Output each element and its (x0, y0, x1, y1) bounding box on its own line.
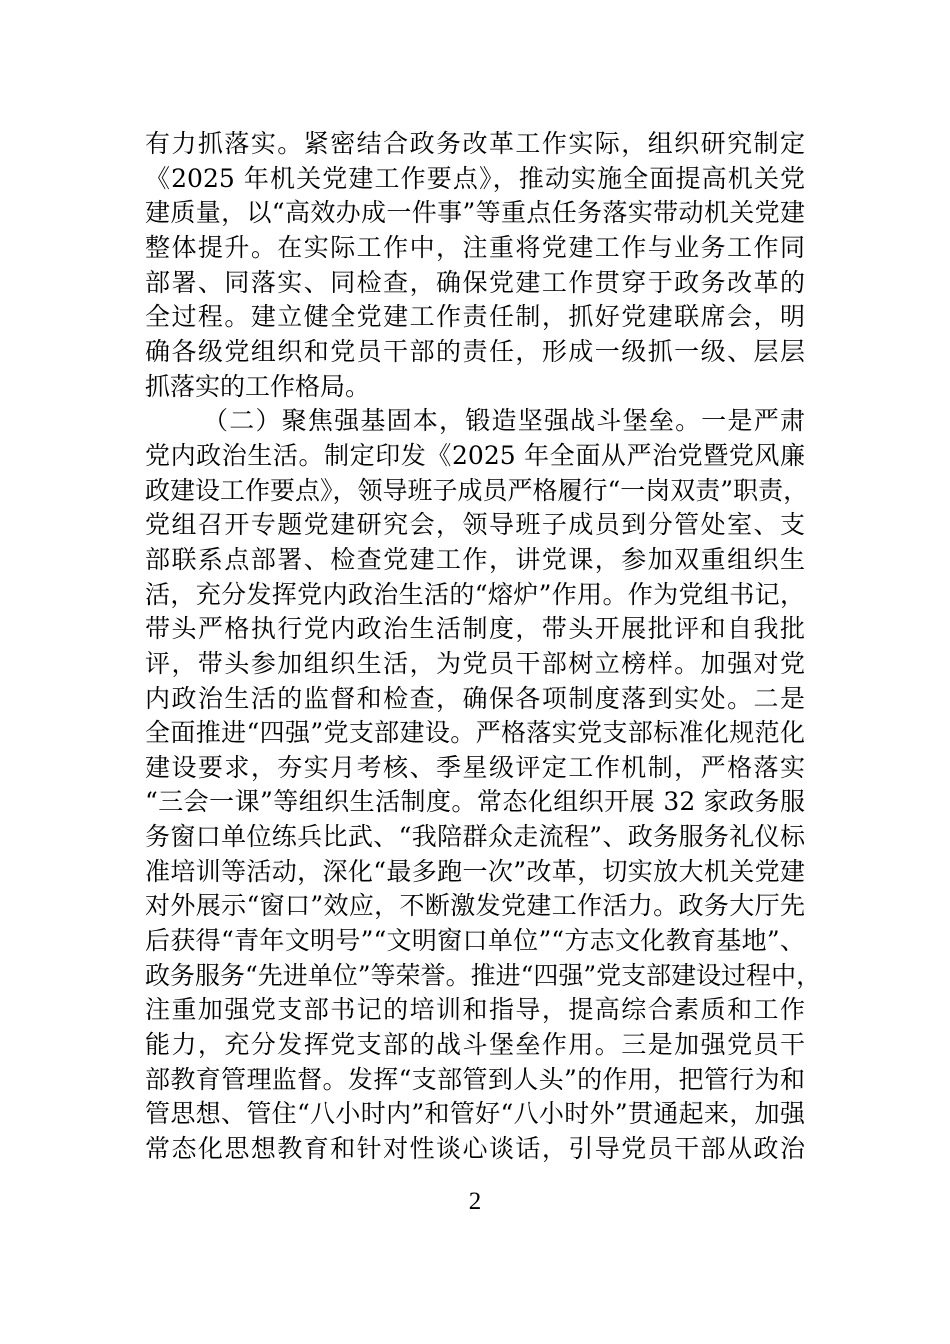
text-line: 建设要求，夯实月考核、季星级评定工作机制，严格落实 (145, 752, 805, 782)
text-line: 带头严格执行党内政治生活制度，带头开展批评和自我批 (145, 614, 805, 644)
text-line: 部教育管理监督。发挥“支部管到人头”的作用，把管行为和 (145, 1064, 805, 1094)
paragraph-2 (145, 404, 822, 1166)
text-line: 确各级党组织和党员干部的责任，形成一级抓一级、层层 (145, 336, 805, 366)
text-line: 后获得“青年文明号”“文明窗口单位”“方志文化教育基地”、 (145, 926, 805, 956)
text-line: 全过程。建立健全党建工作责任制，抓好党建联席会，明 (145, 302, 805, 332)
text-line: 抓落实的工作格局。 (145, 371, 371, 401)
text-line: 全面推进“四强”党支部建设。严格落实党支部标准化规范化 (145, 718, 805, 748)
text-line: 党内政治生活。制定印发《2025 年全面从严治党暨党风廉 (145, 440, 805, 470)
text-line: 党组召开专题党建研究会，领导班子成员到分管处室、支 (145, 510, 805, 540)
text-line: 有力抓落实。紧密结合政务改革工作实际，组织研究制定 (145, 129, 805, 158)
text-line: 部联系点部署、检查党建工作，讲党课，参加双重组织生 (145, 544, 805, 574)
text-line: 务窗口单位练兵比武、“我陪群众走流程”、政务服务礼仪标 (145, 822, 805, 852)
text-line: 建质量，以“高效办成一件事”等重点任务落实带动机关党建 (145, 198, 805, 228)
text-line: 政务服务“先进单位”等荣誉。推进“四强”党支部建设过程中， (145, 960, 822, 990)
text-line: 评，带头参加组织生活，为党员干部树立榜样。加强对党 (145, 648, 805, 678)
paragraph-1 (145, 127, 805, 404)
text-line: “三会一课”等组织生活制度。常态化组织开展 32 家政务服 (145, 787, 805, 817)
text-line: 注重加强党支部书记的培训和指导，提高综合素质和工作 (145, 995, 805, 1025)
text-line: 内政治生活的监督和检查，确保各项制度落到实处。二是 (145, 683, 805, 713)
text-line: 政建设工作要点》，领导班子成员严格履行“一岗双责”职责， (145, 475, 809, 505)
text-line: 准培训等活动，深化“最多跑一次”改革，切实放大机关党建 (145, 856, 805, 886)
text-line: 能力，充分发挥党支部的战斗堡垒作用。三是加强党员干 (145, 1030, 805, 1060)
document-body (145, 127, 822, 1167)
text-line: 管思想、管住“八小时内”和管好“八小时外”贯通起来，加强 (145, 1099, 805, 1129)
text-line: 整体提升。在实际工作中，注重将党建工作与业务工作同 (145, 232, 805, 262)
text-line: 《2025 年机关党建工作要点》，推动实施全面提高机关党 (145, 163, 805, 193)
page-number: 2 (468, 1188, 482, 1215)
text-line: 部署、同落实、同检查，确保党建工作贯穿于政务改革的 (145, 267, 805, 297)
text-line: 活，充分发挥党内政治生活的“熔炉”作用。作为党组书记， (145, 579, 805, 609)
section-heading-line: （二）聚焦强基固本，锻造坚强战斗堡垒。一是严肃 (203, 406, 805, 436)
text-line: 对外展示“窗口”效应，不断激发党建工作活力。政务大厅先 (145, 891, 805, 921)
text-line: 常态化思想教育和针对性谈心谈话，引导党员干部从政治 (145, 1134, 805, 1164)
